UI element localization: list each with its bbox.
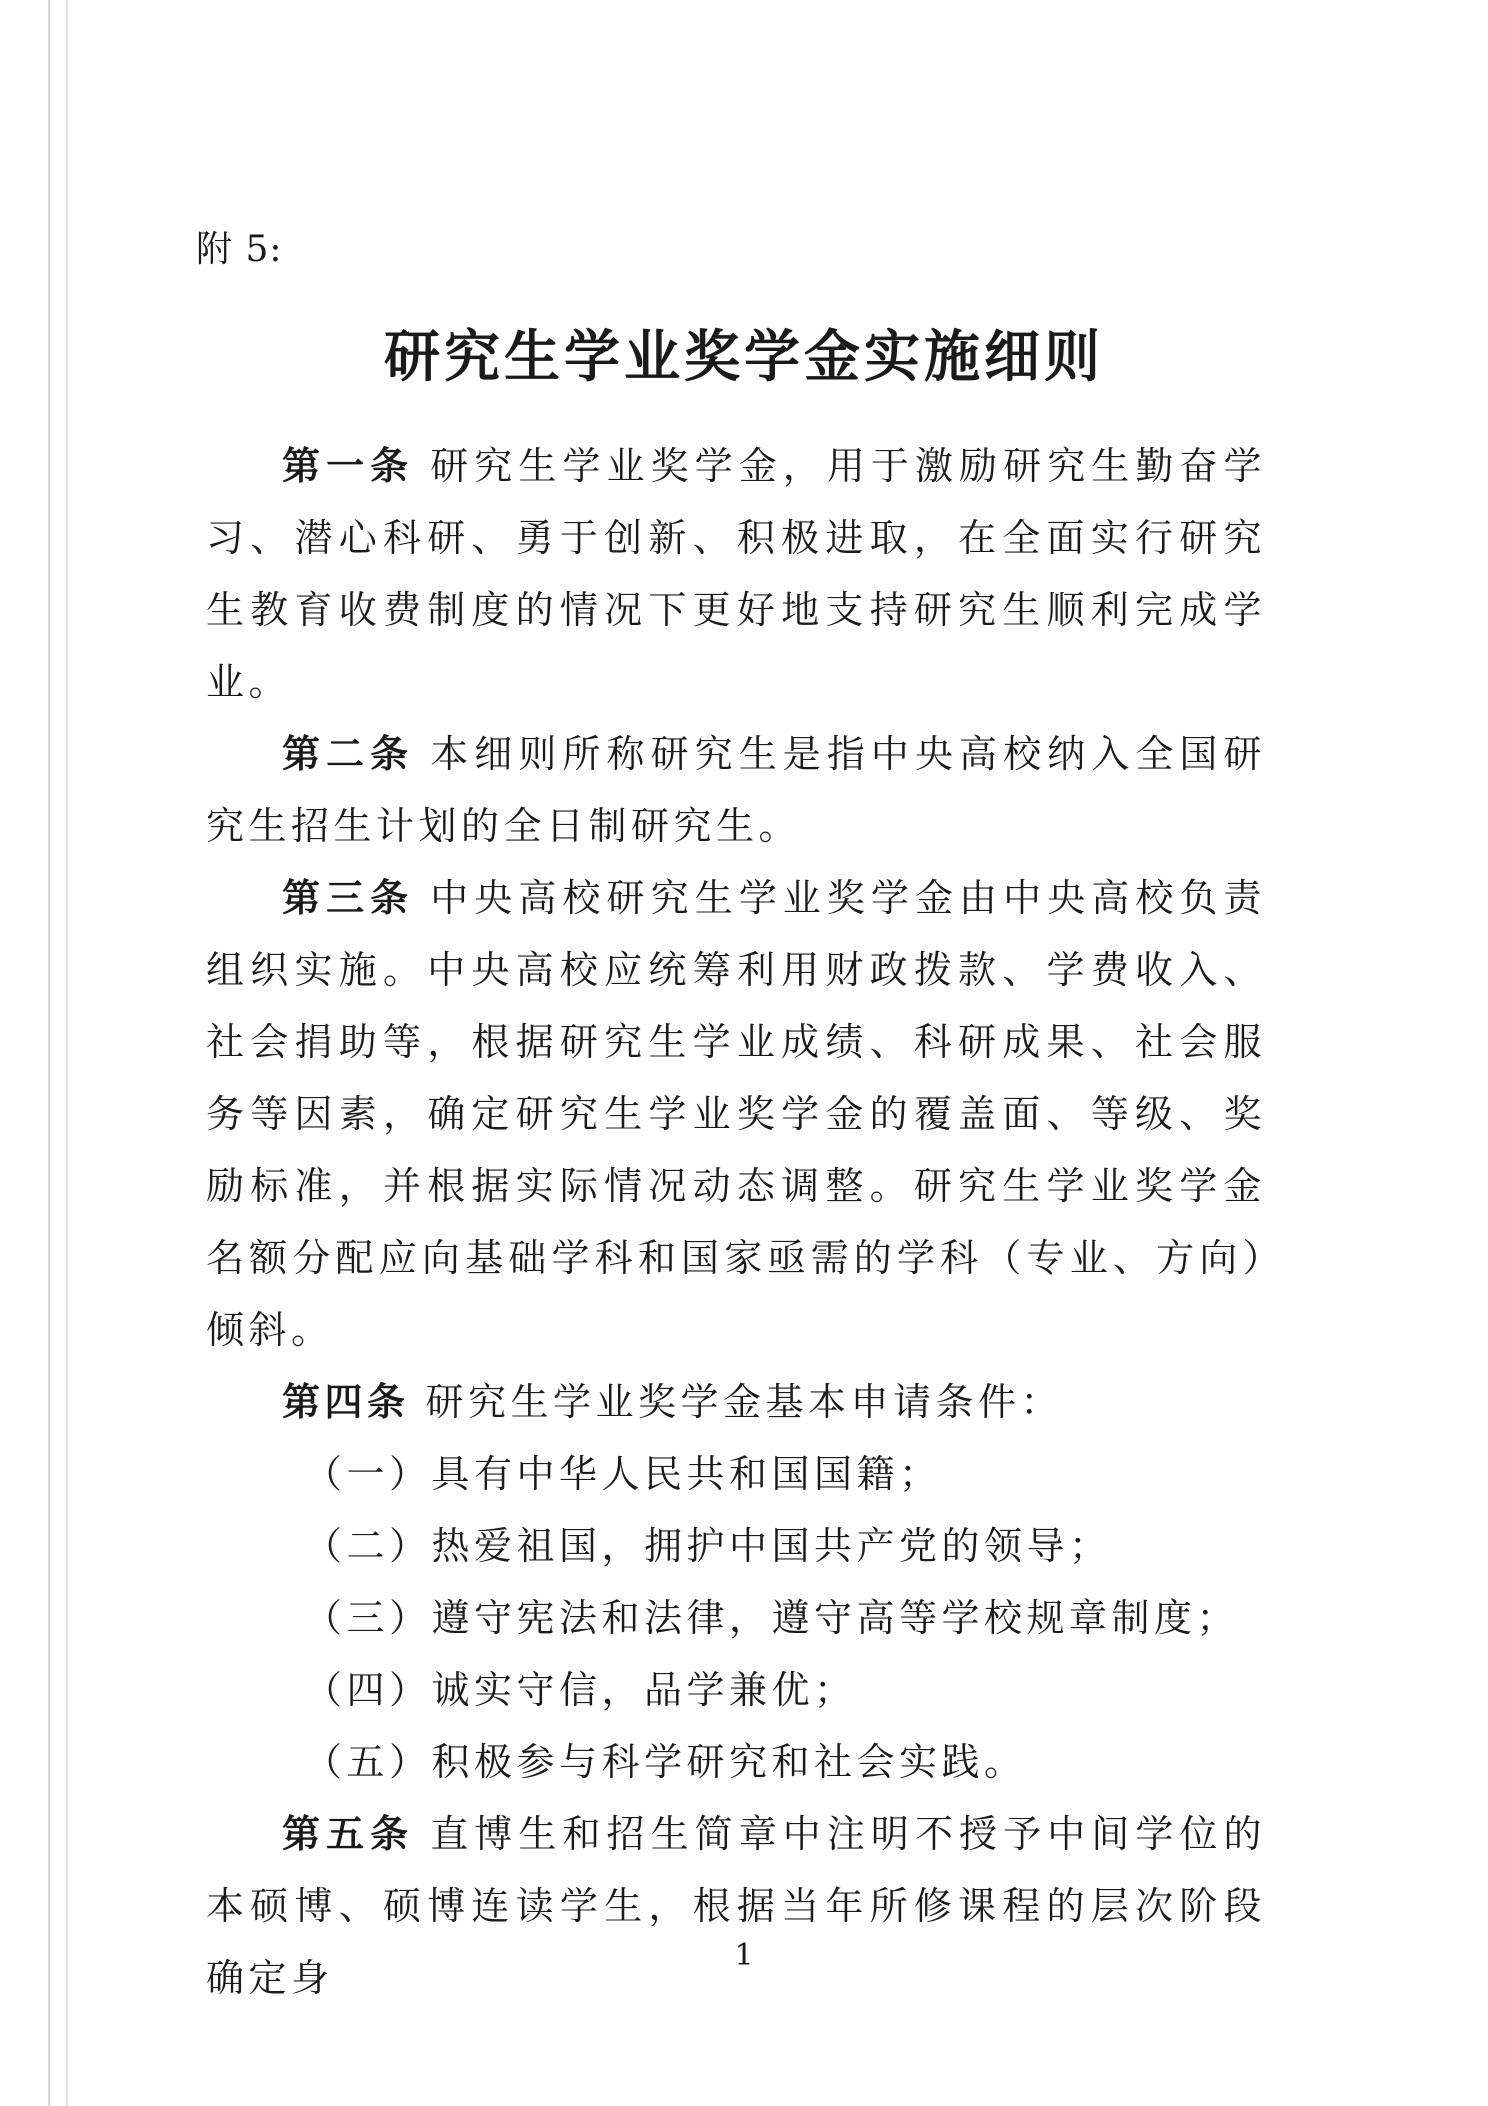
condition-item: （一）具有中华人民共和国国籍； <box>304 1452 942 1496</box>
article-1-text: 研究生学业奖学金，用于激励研究生勤奋学习、潜心科研、勇于创新、积极进取，在全面实行研究生教育收费制度的情况下更好地支持研究生顺利完成学业。 <box>206 444 1266 704</box>
condition-item: （四）诚实守信，品学兼优； <box>304 1668 857 1712</box>
article-5-heading: 第五条 <box>282 1811 415 1856</box>
article-5 <box>206 1798 1266 2014</box>
page-number: 1 <box>734 1938 754 1973</box>
article-3 <box>206 862 1266 1366</box>
article-4-text: 研究生学业奖学金基本申请条件： <box>425 1380 1064 1424</box>
article-1 <box>206 430 1266 718</box>
document-body <box>206 430 1266 2014</box>
article-3-heading: 第三条 <box>282 875 415 920</box>
article-4-heading: 第四条 <box>282 1379 410 1424</box>
scan-edge-line <box>48 0 50 2106</box>
article-2-heading: 第二条 <box>282 731 415 776</box>
document-title: 研究生学业奖学金实施细则 <box>384 324 1104 390</box>
condition-item: （五）积极参与科学研究和社会实践。 <box>304 1740 1027 1784</box>
article-2 <box>206 718 1266 862</box>
attachment-label: 附 5: <box>196 229 283 270</box>
article-2-text: 本细则所称研究生是指中央高校纳入全国研究生招生计划的全日制研究生。 <box>206 732 1266 848</box>
article-1-heading: 第一条 <box>282 443 415 488</box>
scan-edge-line <box>66 0 68 2106</box>
article-5-text: 直博生和招生简章中注明不授予中间学位的本硕博、硕博连读学生，根据当年所修课程的层次阶段确定身 <box>206 1812 1266 2000</box>
condition-item: （二）热爱祖国，拥护中国共产党的领导； <box>304 1524 1112 1568</box>
condition-item: （三）遵守宪法和法律，遵守高等学校规章制度； <box>304 1596 1240 1640</box>
article-4 <box>206 1366 1266 1438</box>
article-3-text: 中央高校研究生学业奖学金由中央高校负责组织实施。中央高校应统筹利用财政拨款、学费收入、社会捐助等，根据研究生学业成绩、科研成果、社会服务等因素，确定研究生学业奖学金的覆盖面、等级、奖励标准，并根据实际情况动态调整。研究生学业奖学金名额分配应向基础学科和国家亟需的学科（专业、方向）倾斜。 <box>206 876 1266 1352</box>
